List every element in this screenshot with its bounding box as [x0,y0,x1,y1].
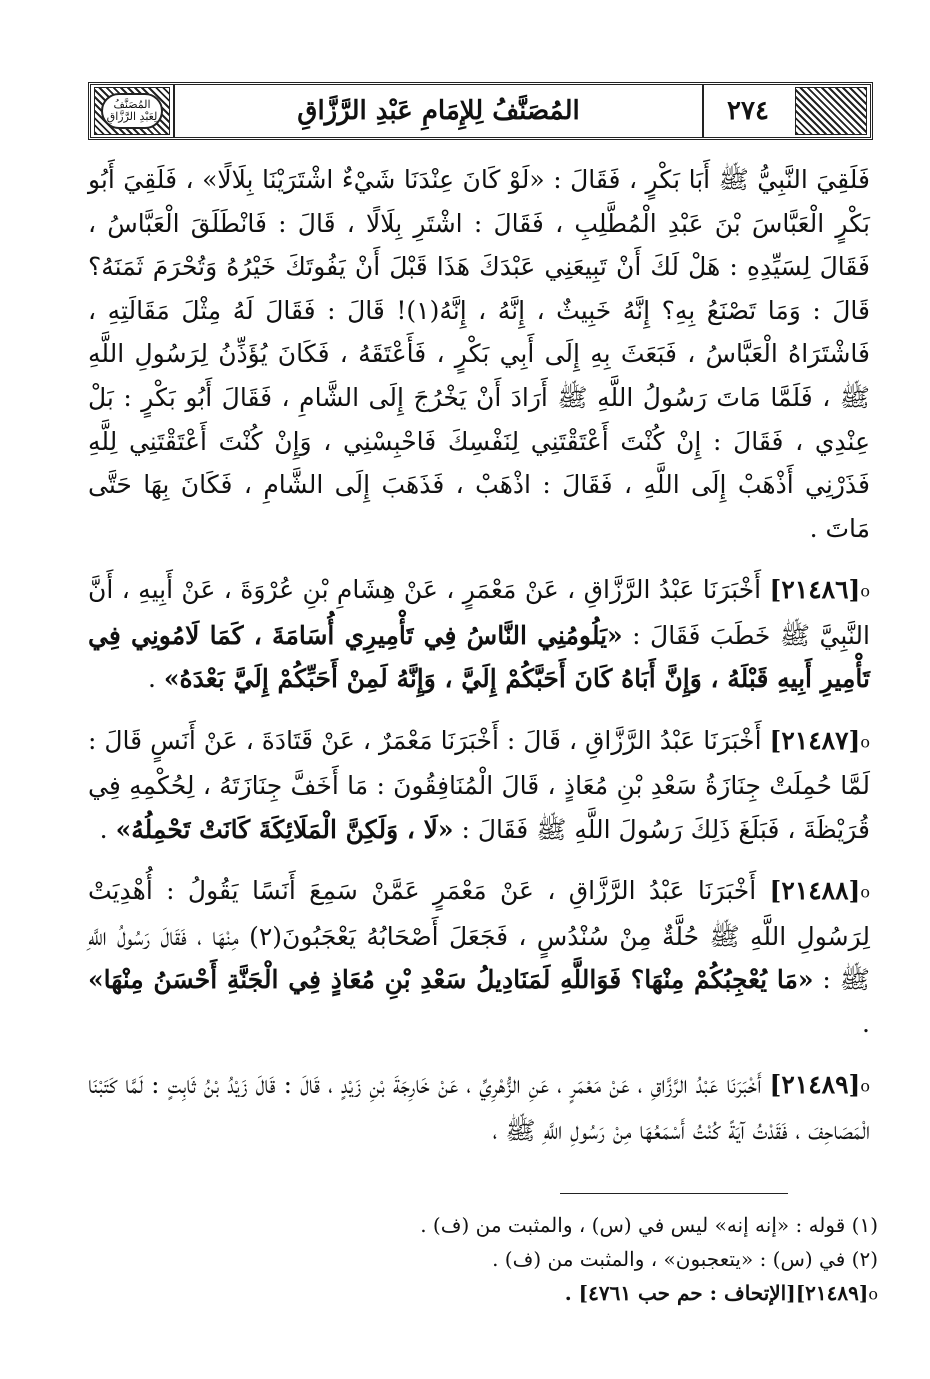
footnote-divider [560,1193,788,1194]
prophetic-saying: «مَا يُعْجِبُكُمْ مِنْهَا؟ فَوَاللَّهِ لَمَنَادِيلُ سَعْدِ بْنِ مُعَاذٍ فِي الْجَنَّةِ أَحْسَنُ مِنْهَا» [88,965,814,995]
footnote-1: (١) قوله : «إنه إنه» ليس في (س) ، والمثبت من (ف) . [420,1213,878,1237]
footnote-ref: [٢١٤٨٩] [795,1281,869,1305]
hadith-marker: o [860,883,871,903]
book-seal: المُصَنَّفُ لِعَبْدِ الرَّزَّاقِ [101,93,163,129]
footnote-3 [88,1276,878,1312]
page-header [88,82,873,140]
hadith-end: . [147,664,164,694]
book-seal-ornament [94,87,170,135]
hadith-21489 [88,1063,870,1152]
hadith-text: أَخْبَرَنَا عَبْدُ الرَّزَّاقِ ، عَنْ مَعْمَرٍ ، عَنِ الزُّهْرِيِّ ، عَنْ خَارِجَةَ بْنِ زَيْدٍ ، قَالَ : قَالَ زَيْدُ بْنُ ثَابِتٍ : لَمَّا كَتَبْنَا الْمَصَاحِفَ ، فَقَدْتُ آيَةً كُنْتُ أَسْمَعُهَا مِنْ رَسُولِ اللَّهِ ﷺ ، [88,1070,870,1145]
hadith-21486 [88,568,870,700]
hadith-text: أَخْبَرَنَا عَبْدُ الرَّزَّاقِ ، قَالَ : أَخْبَرَنَا مَعْمَرٌ ، عَنْ قَتَادَةَ ، عَنْ أَنَسٍ قَالَ : لَمَّا حُمِلَتْ جِنَازَةُ سَعْدِ بْنِ مُعَاذٍ ، قَالَ الْمُنَافِقُونَ : مَا أَخَفَّ جِنَازَتَهُ ، لِحُكْمِهِ فِي قُرَيْظَةَ ، فَبَلَغَ ذَلِكَ رَسُولَ اللَّهِ ﷺ فَقَالَ : [88,725,870,844]
hadith-end: . [99,814,116,844]
prophetic-saying: «يَلُومُنِي النَّاسُ فِي تَأْمِيرِي أُسَامَةَ ، كَمَا لَامُونِي فِي تَأْمِيرِ أَبِيهِ قَبْلَهُ ، وَإِنَّ أَبَاهُ كَانَ أَحَبَّكُمْ إِلَيَّ ، وَإِنَّهُ لَمِنْ أَحَبِّكُمْ إِلَيَّ بَعْدَهُ» [88,620,870,694]
paragraph-continuation: فَلَقِيَ النَّبِيُّ ﷺ أَبَا بَكْرٍ ، فَقَالَ : «لَوْ كَانَ عِنْدَنَا شَيْءٌ اشْتَرَيْنَا بِلَالًا» ، فَلَقِيَ أَبُو بَكْرٍ الْعَبَّاسَ بْنَ عَبْدِ الْمُطَّلِبِ ، فَقَالَ : اشْتَرِ بِلَالًا ، قَالَ : فَانْطَلَقَ الْعَبَّاسُ ، فَقَالَ لِسَيِّدِهِ : هَلْ لَكَ أَنْ تَبِيعَنِي عَبْدَكَ هَذَا قَبْلَ أَنْ يَفُوتَكَ خَيْرُهُ وَتُحْرَمَ ثَمَنَهُ؟ قَالَ : وَمَا تَصْنَعُ بِهِ؟ إِنَّهُ خَبِيثٌ ، إِنَّهُ ، إِنَّهُ(١)! قَالَ : فَقَالَ لَهُ مِثْلَ مَقَالَتِهِ ، فَاشْتَرَاهُ الْعَبَّاسُ ، فَبَعَثَ بِهِ إِلَى أَبِي بَكْرٍ ، فَأَعْتَقَهُ ، فَكَانَ يُؤَذِّنُ لِرَسُولِ اللَّهِ ﷺ ، فَلَمَّا مَاتَ رَسُولُ اللَّهِ ﷺ أَرَادَ أَنْ يَخْرُجَ إِلَى الشَّامِ ، فَقَالَ أَبُو بَكْرٍ : بَلْ عِنْدِي ، فَقَالَ : إِنْ كُنْتَ أَعْتَقْتَنِي لِنَفْسِكَ فَاحْبِسْنِي ، وَإِنْ كُنْتَ أَعْتَقْتَنِي لِلَّهِ فَذَرْنِي أَذْهَبْ إِلَى اللَّهِ ، فَقَالَ : اذْهَبْ ، فَذَهَبَ إِلَى الشَّامِ ، فَكَانَ بِهَا حَتَّى مَاتَ . [88,165,871,543]
hadith-21487 [88,719,870,851]
hadith-marker: o [860,1077,870,1097]
header-ornament [795,87,867,135]
hadith-text: أَخْبَرَنَا عَبْدُ الرَّزَّاقِ ، عَنْ مَعْمَرٍ عَمَّنْ سَمِعَ أَنَسًا يَقُولُ : أُهْدِيَتْ لِرَسُولِ اللَّهِ ﷺ حُلَّةٌ مِنْ سُنْدُسٍ ، فَجَعَلَ أَصْحَابُهُ يَعْجَبُونَ(٢) مِنْهَا ، فَقَالَ رَسُولُ اللَّهِ ﷺ : [88,876,870,995]
hadith-marker: o [860,732,870,752]
prophetic-saying: «لَا ، وَلَكِنَّ الْمَلَائِكَةَ كَانَتْ تَحْمِلُهُ» [115,814,454,844]
book-title: المُصَنَّفُ لِلإِمَامِ عَبْدِ الرَّزَّاقِ [173,85,704,137]
footnote-source: [الإتحاف : حم حب ٤٧٦١] . [564,1281,796,1305]
page-number: ٢٧٤ [727,96,769,126]
hadith-marker: o [868,1284,878,1304]
page-body [88,158,870,1152]
hadith-21488 [88,869,870,1045]
hadith-text: أَخْبَرَنَا عَبْدُ الرَّزَّاقِ ، عَنْ مَعْمَرٍ ، عَنْ هِشَامِ بْنِ عُرْوَةَ ، عَنْ أَبِيهِ ، أَنَّ النَّبِيَّ ﷺ خَطَبَ فَقَالَ : [88,575,870,650]
footnote-2: (٢) في (س) : «يتعجبون» ، والمثبت من (ف) . [492,1247,878,1271]
hadith-number: [٢١٤٨٧] [769,725,861,755]
hadith-end: . [862,1008,870,1038]
hadith-marker: o [860,582,870,602]
hadith-number: [٢١٤٨٨] [769,876,861,906]
hadith-number: [٢١٤٨٩] [769,1070,861,1100]
footnotes [88,1208,878,1312]
hadith-number: [٢١٤٨٦] [769,575,861,605]
